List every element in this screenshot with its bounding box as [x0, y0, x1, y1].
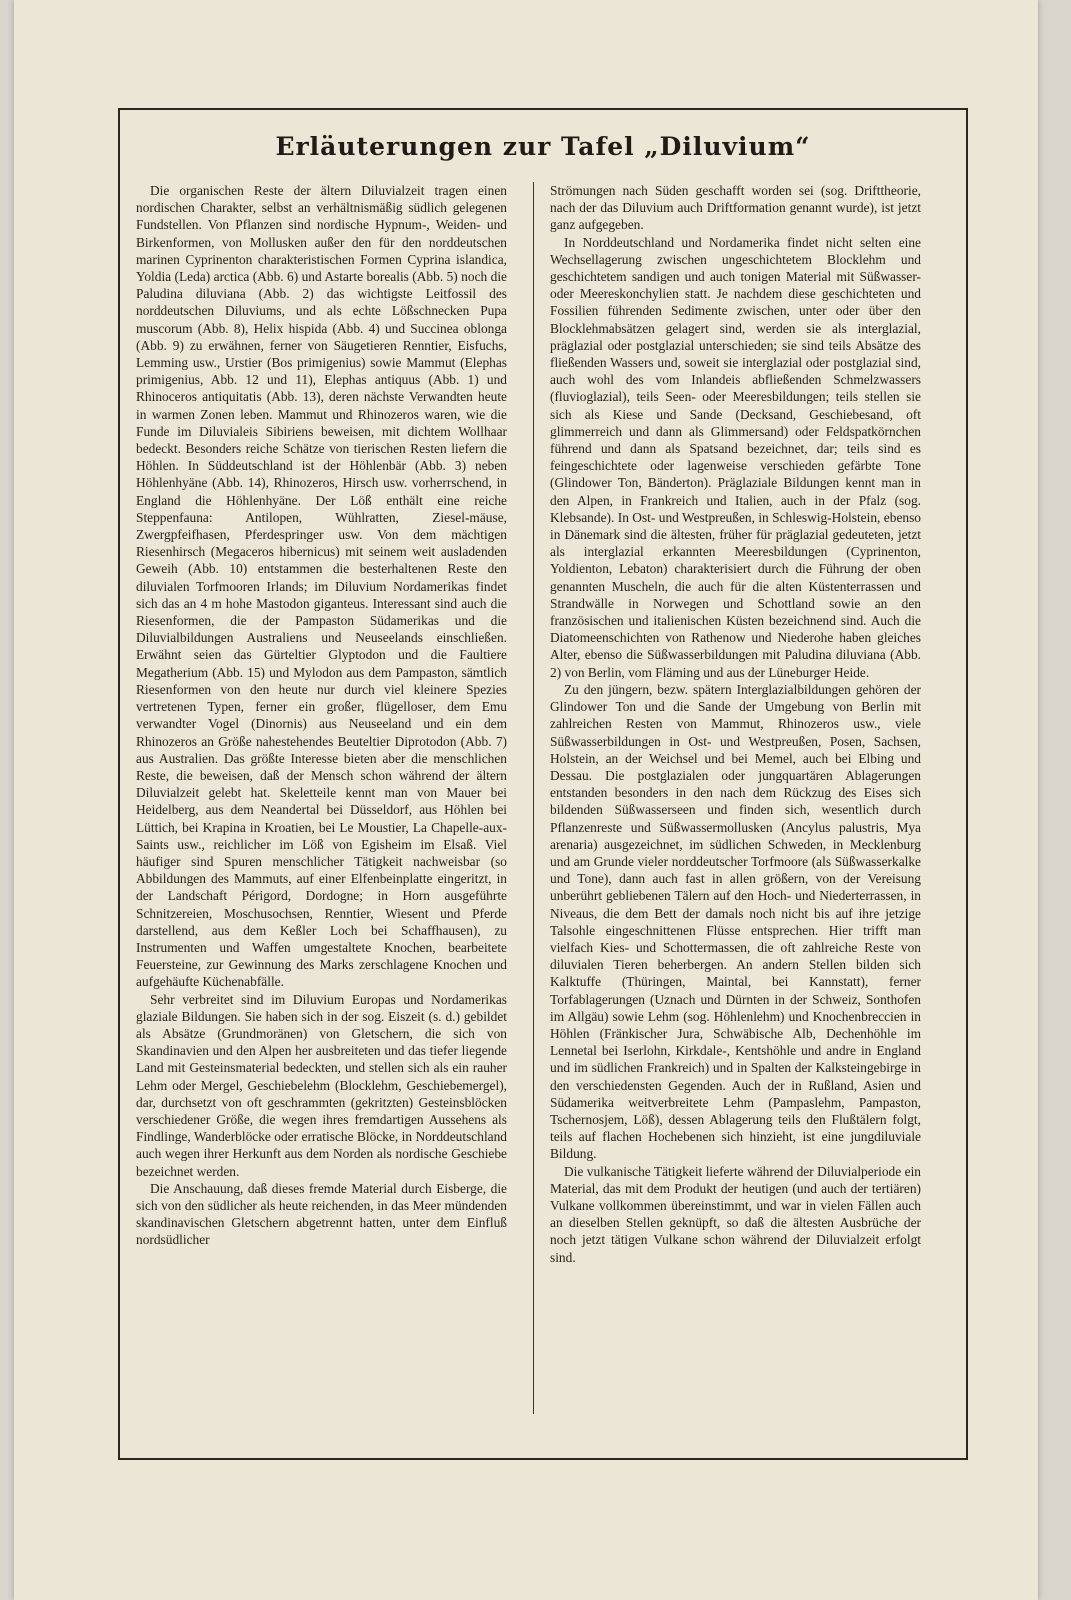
page-sheet — [14, 0, 1038, 1600]
column-divider — [533, 182, 534, 1414]
page-title: Erläuterungen zur Tafel „Diluvium“ — [275, 132, 811, 161]
left-column — [136, 182, 507, 1249]
text-frame — [118, 108, 968, 1460]
paragraph: Strömungen nach Süden geschafft worden sei (sog. Drifttheorie, nach der das Diluvium auch Driftformation genannt wurde), ist jetzt ganz aufgegeben. — [550, 183, 921, 233]
paragraph: Zu den jüngern, bezw. spätern Interglazialbildungen gehören der Glindower Ton und die Sande der Umgebung von Berlin mit zahlreichen Resten von Mammut, Rhinozeros usw., viele Süßwasserbildungen in Ost- und Westpreußen, Posen, Sachsen, Holstein, an der Weichsel und bei Memel, auch bei Elbing und Dessau. Die postglazialen oder jungquartären Ablagerungen entstanden besonders in den nach dem Rückzug des Eises sich bildenden Süßwasserseen und finden sich, wesentlich durch Pflanzenreste und Süßwassermollusken (Ancylus palustris, Mya arenaria) ausgezeichnet, im südlichen Schweden, in Mecklenburg und am Grunde vieler norddeutscher Torfmoore (als Süßwasserkalke und Tone), dann auch fast in allen größern, von der Vereisung unberührt gebliebenen Tälern auf den Hoch- und Niederterrassen, in Niveaus, die dem Bett der damals noch nicht bis auf ihre jetzige Talsohle eingeschnittenen Flüsse entsprechen. Hier trifft man vielfach Kies- und Schottermassen, die oft zahlreiche Reste von diluvialen Tieren beherbergen. An andern Stellen bilden sich Kalktuffe (Thüringen, Maintal, bei Kannstatt), ferner Torfablagerungen (Uznach und Dürnten in der Schweiz, Sonthofen im Allgäu) sowie Lehm (sog. Höhlenlehm) und Knochenbreccien in Höhlen (Fränkischer Jura, Schwäbische Alb, Dechenhöhle im Lennetal bei Iserlohn, Kirkdale-, Kentshöhle und andre in England und im südlichen Frankreich) und in Spalten der Kalksteingebirge in den verschiedensten Gegenden. Auch der in Rußland, Asien und Südamerika weitverbreitete Lehm (Pampaslehm, Pampaston, Tschernosjem, Löß), dessen Ablagerung teils den Flußtälern folgt, teils auf flachen Hochebenen sich hinzieht, ist eine jungdiluviale Bildung. — [550, 681, 921, 1162]
paragraph: Die organischen Reste der ältern Diluvialzeit tragen einen nordischen Charakter, selbst an verhältnismäßig südlich gelegenen Fundstellen. Von Pflanzen sind nordische Hypnum-, Weiden- und Birkenformen, von Mollusken außer den für den norddeutschen marinen Cyprinenton charakteristischen Formen Cyprina islandica, Yoldia (Leda) arctica (Abb. 6) und Astarte borealis (Abb. 5) noch die Paludina diluviana (Abb. 2) das wichtigste Leitfossil des norddeutschen Diluviums, und als echte Lößschnecken Pupa muscorum (Abb. 8), Helix hispida (Abb. 4) und Succinea oblonga (Abb. 9) zu erwähnen, ferner von Säugetieren Renntier, Eisfuchs, Lemming usw., Urstier (Bos primigenius) sowie Mammut (Elephas primigenius, Abb. 12 und 11), Elephas antiquus (Abb. 1) und Rhinoceros antiquitatis (Abb. 13), deren nächste Verwandten heute in warmen Zonen leben. Mammut und Rhinozeros waren, wie die Funde im Diluvialeis Sibiriens beweisen, mit dichtem Wollhaar bedeckt. Besonders reiche Schätze von tierischen Resten liefern die Höhlen. In Süddeutschland ist der Höhlenbär (Abb. 3) neben Höhlenhyäne (Abb. 14), Rhinozeros, Hirsch usw. vorherrschend, in England die Höhlenhyäne. Der Löß enthält eine reiche Steppenfauna: Antilopen, Wühlratten, Ziesel-mäuse, Zwergpfeifhasen, Pferdespringer usw. Von dem mächtigen Riesenhirsch (Megaceros hibernicus) mit seinem weit ausladenden Geweih (Abb. 10) entstammen die besterhaltenen Reste den diluvialen Torfmooren Irlands; im Diluvium Nordamerikas findet sich das an 4 m hohe Mastodon giganteus. Interessant sind auch die Riesenformen, die der Pampaston Südamerikas und die Diluvialbildungen Australiens und Neuseelands einschließen. Erwähnt seien das Gürteltier Glyptodon und die Faultiere Megatherium (Abb. 15) und Mylodon aus dem Pampaston, sämtlich Riesenformen von den heute nur durch viel kleinere Spezies vertretenen Typen, ferner ein großer, flügelloser, dem Emu verwandter Vogel (Dinornis) aus Neuseeland und ein dem Rhinozeros an Größe nahestehendes Beuteltier Diprotodon (Abb. 7) aus Australien. Das größte Interesse bieten aber die menschlichen Reste, die beweisen, daß der Mensch schon während der ältern Diluvialzeit gelebt hat. Skeletteile kennt man von Mauer bei Heidelberg, aus dem Neandertal bei Düsseldorf, aus Höhlen bei Lüttich, bei Krapina in Kroatien, bei Le Moustier, La Chapelle-aux-Saints usw., reichlicher im Löß von Egisheim im Elsaß. Viel häufiger sind Spuren menschlicher Tätigkeit nachweisbar (so Abbildungen des Mammuts, auf einer Elfenbeinplatte eingeritzt, in der Landschaft Périgord, Dordogne; in Horn ausgeführte Schnitzereien, Moschusochsen, Renntier, Wiesent und Pferde darstellend, aus dem Keßler Loch bei Schaffhausen), zu Instrumenten und Waffen umgestaltete Knochen, bearbeitete Feuersteine, zur Gewinnung des Marks zerschlagene Knochen und aufgehäufte Küchenabfälle. — [136, 183, 507, 990]
paragraph: Die Anschauung, daß dieses fremde Material durch Eisberge, die sich von den südlicher als heute reichenden, in das Meer mündenden skandinavischen Gletschern abgetrennt hatten, unter dem Einfluß nordsüdlicher — [136, 1180, 507, 1248]
paragraph: Sehr verbreitet sind im Diluvium Europas und Nordamerikas glaziale Bildungen. Sie haben sich in der sog. Eiszeit (s. d.) gebildet als Absätze (Grundmoränen) von Gletschern, die sich von Skandinavien und den Alpen her ausbreiteten und das tiefer liegende Land mit Gesteinsmaterial bedeckten, und stellen sich als ein rauher Lehm oder Mergel, Geschiebelehm (Blocklehm, Geschiebemergel), dar, durchsetzt von oft geschrammten (gekritzten) Gesteinsblöcken verschiedener Größe, die wegen ihres fremdartigen Aussehens als Findlinge, Wanderblöcke oder erratische Blöcke, in Norddeutschland auch wegen ihrer Herkunft aus dem Norden als nordische Geschiebe bezeichnet werden. — [136, 991, 507, 1179]
right-column — [550, 182, 921, 1266]
paragraph: Die vulkanische Tätigkeit lieferte während der Diluvialperiode ein Material, das mit dem Produkt der heutigen (und auch der tertiären) Vulkane vollkommen übereinstimmt, und war in vielen Fällen auch an dieselben Stellen geknüpft, so daß die ältesten Ausbrüche der noch jetzt tätigen Vulkane schon während der Diluvialzeit erfolgt sind. — [550, 1163, 921, 1265]
paragraph: In Norddeutschland und Nordamerika findet nicht selten eine Wechsellagerung zwischen ungeschichtetem Blocklehm und geschichtetem sandigen und auch tonigen Material mit Süßwasser- oder Meereskonchylien statt. Je nachdem diese geschichteten und Fossilien führenden Sedimente zwischen, unter oder über den Blocklehmabsätzen gelagert sind, werden sie als interglazial, präglazial oder postglazial unterschieden; sie sind teils Absätze des fließenden Wassers und, soweit sie interglazial oder postglazial sind, auch wohl des vom Inlandeis abfließenden Schmelzwassers (fluvioglazial), teils Seen- oder Meeresbildungen; teils stellen sie sich als Kiese und Sande (Decksand, Geschiebesand, oft glimmerreich und dann als Glimmersand) oder Feldspatkörnchen führend und dann als Spatsand bezeichnet, dar; teils sind es feingeschichtete oder lagenweise verschieden gefärbte Tone (Glindower Ton, Bänderton). Präglaziale Bildungen kennt man in den Alpen, in Frankreich und Italien, auch in der Pfalz (sog. Klebsande). In Ost- und Westpreußen, in Schleswig-Holstein, ebenso in Dänemark sind die ältesten, früher für präglazial gedeuteten, jetzt als interglazial erkannten Meeresbildungen (Cyprinenton, Yoldienton, Lebaton) charakterisiert durch die Führung der oben genannten Muscheln, die auch für die alten Küstenterrassen und Strandwälle in Norwegen und Schottland sowie an den französischen und italienischen Küsten bezeichnend sind. Auch die Diatomeenschichten von Rathenow und Niederohe haben gleiches Alter, ebenso die Süßwasserbildungen mit Paludina diluviana (Abb. 2) von Berlin, vom Fläming und aus der Lüneburger Heide. — [550, 234, 921, 680]
